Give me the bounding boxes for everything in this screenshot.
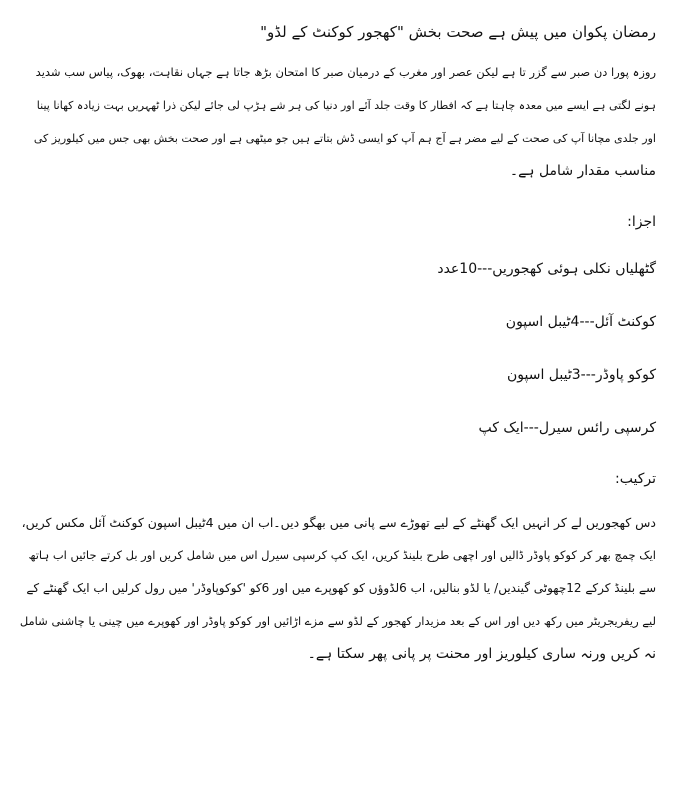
method-line: دس کھجوریں لے کر انہیں ایک گھنٹے کے لیے تھوڑے سے پانی میں بھگو دیں۔اب ان میں 4ٹیبل اسپون کوکنٹ آئل مکس کریں، [21, 515, 656, 530]
ingredient-item: گٹھلیاں نکلی ہوئی کھجوریں---10عدد [437, 261, 656, 277]
intro-line: ہونے لگتی ہے ایسے میں معدہ چاہتا ہے کہ افطار کا وقت جلد آئے اور دنیا کی ہر شے ہڑپ لی جائے لیکن ذرا ٹھہریں بہت زیادہ کھانا پینا [36, 99, 656, 112]
method-line: ایک چمچ بھر کر کوکو پاوڈر ڈالیں اور اچھی طرح بلینڈ کریں، ایک کپ کرسپی سیرل اس میں شامل کریں اور بل کرتے جائیں اب ہاتھ [28, 548, 656, 562]
method-line: سے بلینڈ کرکے 12چھوٹی گیندیں/ یا لڈو بنالیں، اب 6لڈوؤں کو کھوپرے میں اور 6کو 'کوکوپاوڈر' میں رول کرلیں اب ایک گھنٹے کے [26, 581, 656, 595]
method-line: نہ کریں ورنہ ساری کیلوریز اور محنت پر پانی پھر سکتا ہے۔ [307, 646, 656, 662]
article-title: رمضان پکوان میں پیش ہے صحت بخش "کھجور کوکنٹ کے لڈو" [260, 23, 656, 41]
ingredient-item: کوکنٹ آئل---4ٹیبل اسپون [505, 314, 656, 330]
method-heading: ترکیب: [615, 471, 656, 487]
method-line: لیے ریفریجریٹر میں رکھ دیں اور اس کے بعد مزیدار کھجور کے لڈو سے مزے اڑائیں اور کوکو پاوڈر اور کھوپرے میں چینی یا چاشنی شامل [19, 614, 656, 628]
ingredient-item: کوکو پاوڈر---3ٹیبل اسپون [506, 367, 656, 383]
intro-paragraph [18, 56, 656, 188]
intro-line: روزہ پورا دن صبر سے گزر تا ہے لیکن عصر اور مغرب کے درمیان صبر کا امتحان بڑھ جاتا ہے جہاں نقاہت، بھوک، پیاس سب شدید [35, 65, 656, 79]
ingredients-heading: اجزا: [627, 214, 656, 230]
method-paragraph [18, 506, 656, 671]
ingredient-item: کرسپی رائس سیرل---ایک کپ [478, 420, 656, 436]
intro-line: مناسب مقدار شامل ہے۔ [509, 163, 656, 179]
intro-line: اور جلدی مچانا آپ کی صحت کے لیے مضر ہے آج ہم آپ کو ایسی ڈش بتاتے ہیں جو میٹھی ہے اور صحت بخش بھی جس میں کیلوریز کی [33, 132, 656, 145]
